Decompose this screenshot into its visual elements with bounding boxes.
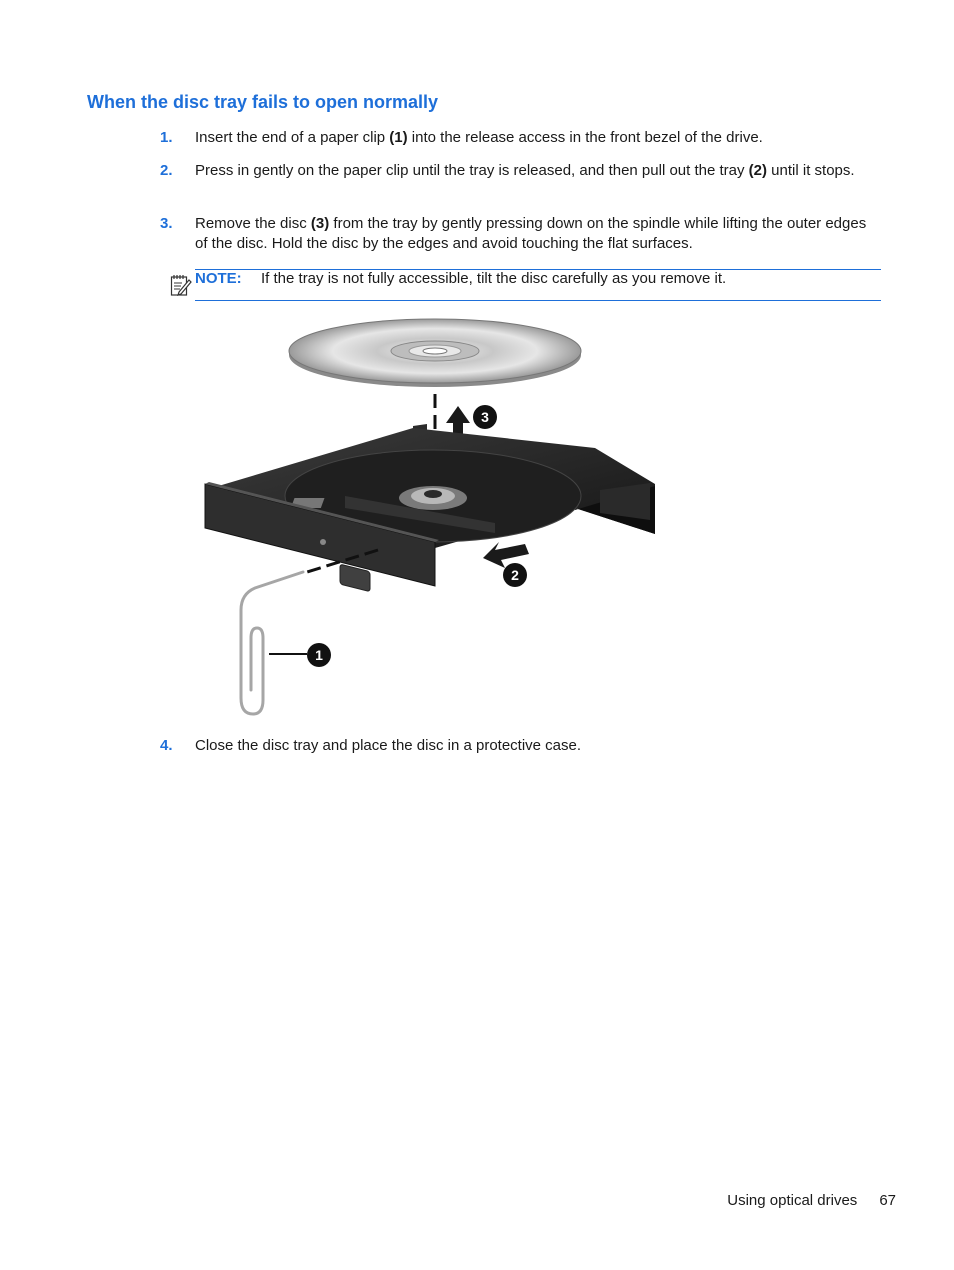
footer-section-title: Using optical drives [727, 1192, 858, 1209]
step-number: 3. [160, 215, 173, 232]
note-pad-icon [170, 273, 192, 297]
callout-2 [503, 563, 527, 587]
step-text: Insert the end of a paper clip (1) into the release access in the front bezel of the drive. [195, 129, 763, 146]
callout-3 [473, 405, 497, 429]
step-1 [160, 128, 880, 148]
step-4 [160, 736, 880, 756]
step-number: 2. [160, 162, 173, 179]
svg-text:2: 2 [511, 567, 519, 583]
page-footer [727, 1192, 896, 1209]
note-box [195, 269, 881, 301]
step-3 [160, 214, 880, 254]
step-number: 1. [160, 129, 173, 146]
callout-1 [307, 643, 331, 667]
optical-drive-illustration [195, 318, 665, 718]
page-number: 67 [879, 1192, 896, 1209]
disc [289, 319, 581, 387]
step-2 [160, 161, 880, 181]
note-text: If the tray is not fully accessible, tilt the disc carefully as you remove it. [261, 270, 727, 287]
section-heading: When the disc tray fails to open normally [87, 92, 439, 112]
step-number: 4. [160, 737, 173, 754]
step-text: Press in gently on the paper clip until the tray is released, and then pull out the tray (2) until it stops. [195, 162, 855, 179]
step-text: Remove the disc (3) from the tray by gently pressing down on the spindle while lifting the outer edges of the disc. Hold the disc by the edges and avoid touching the flat surfaces. [195, 215, 867, 252]
svg-text:1: 1 [315, 647, 323, 663]
pull-arrow-icon [483, 542, 529, 568]
note-label: NOTE: [195, 270, 242, 287]
step-text: Close the disc tray and place the disc in a protective case. [195, 737, 582, 754]
drive-tray [205, 424, 655, 592]
svg-text:3: 3 [481, 409, 489, 425]
